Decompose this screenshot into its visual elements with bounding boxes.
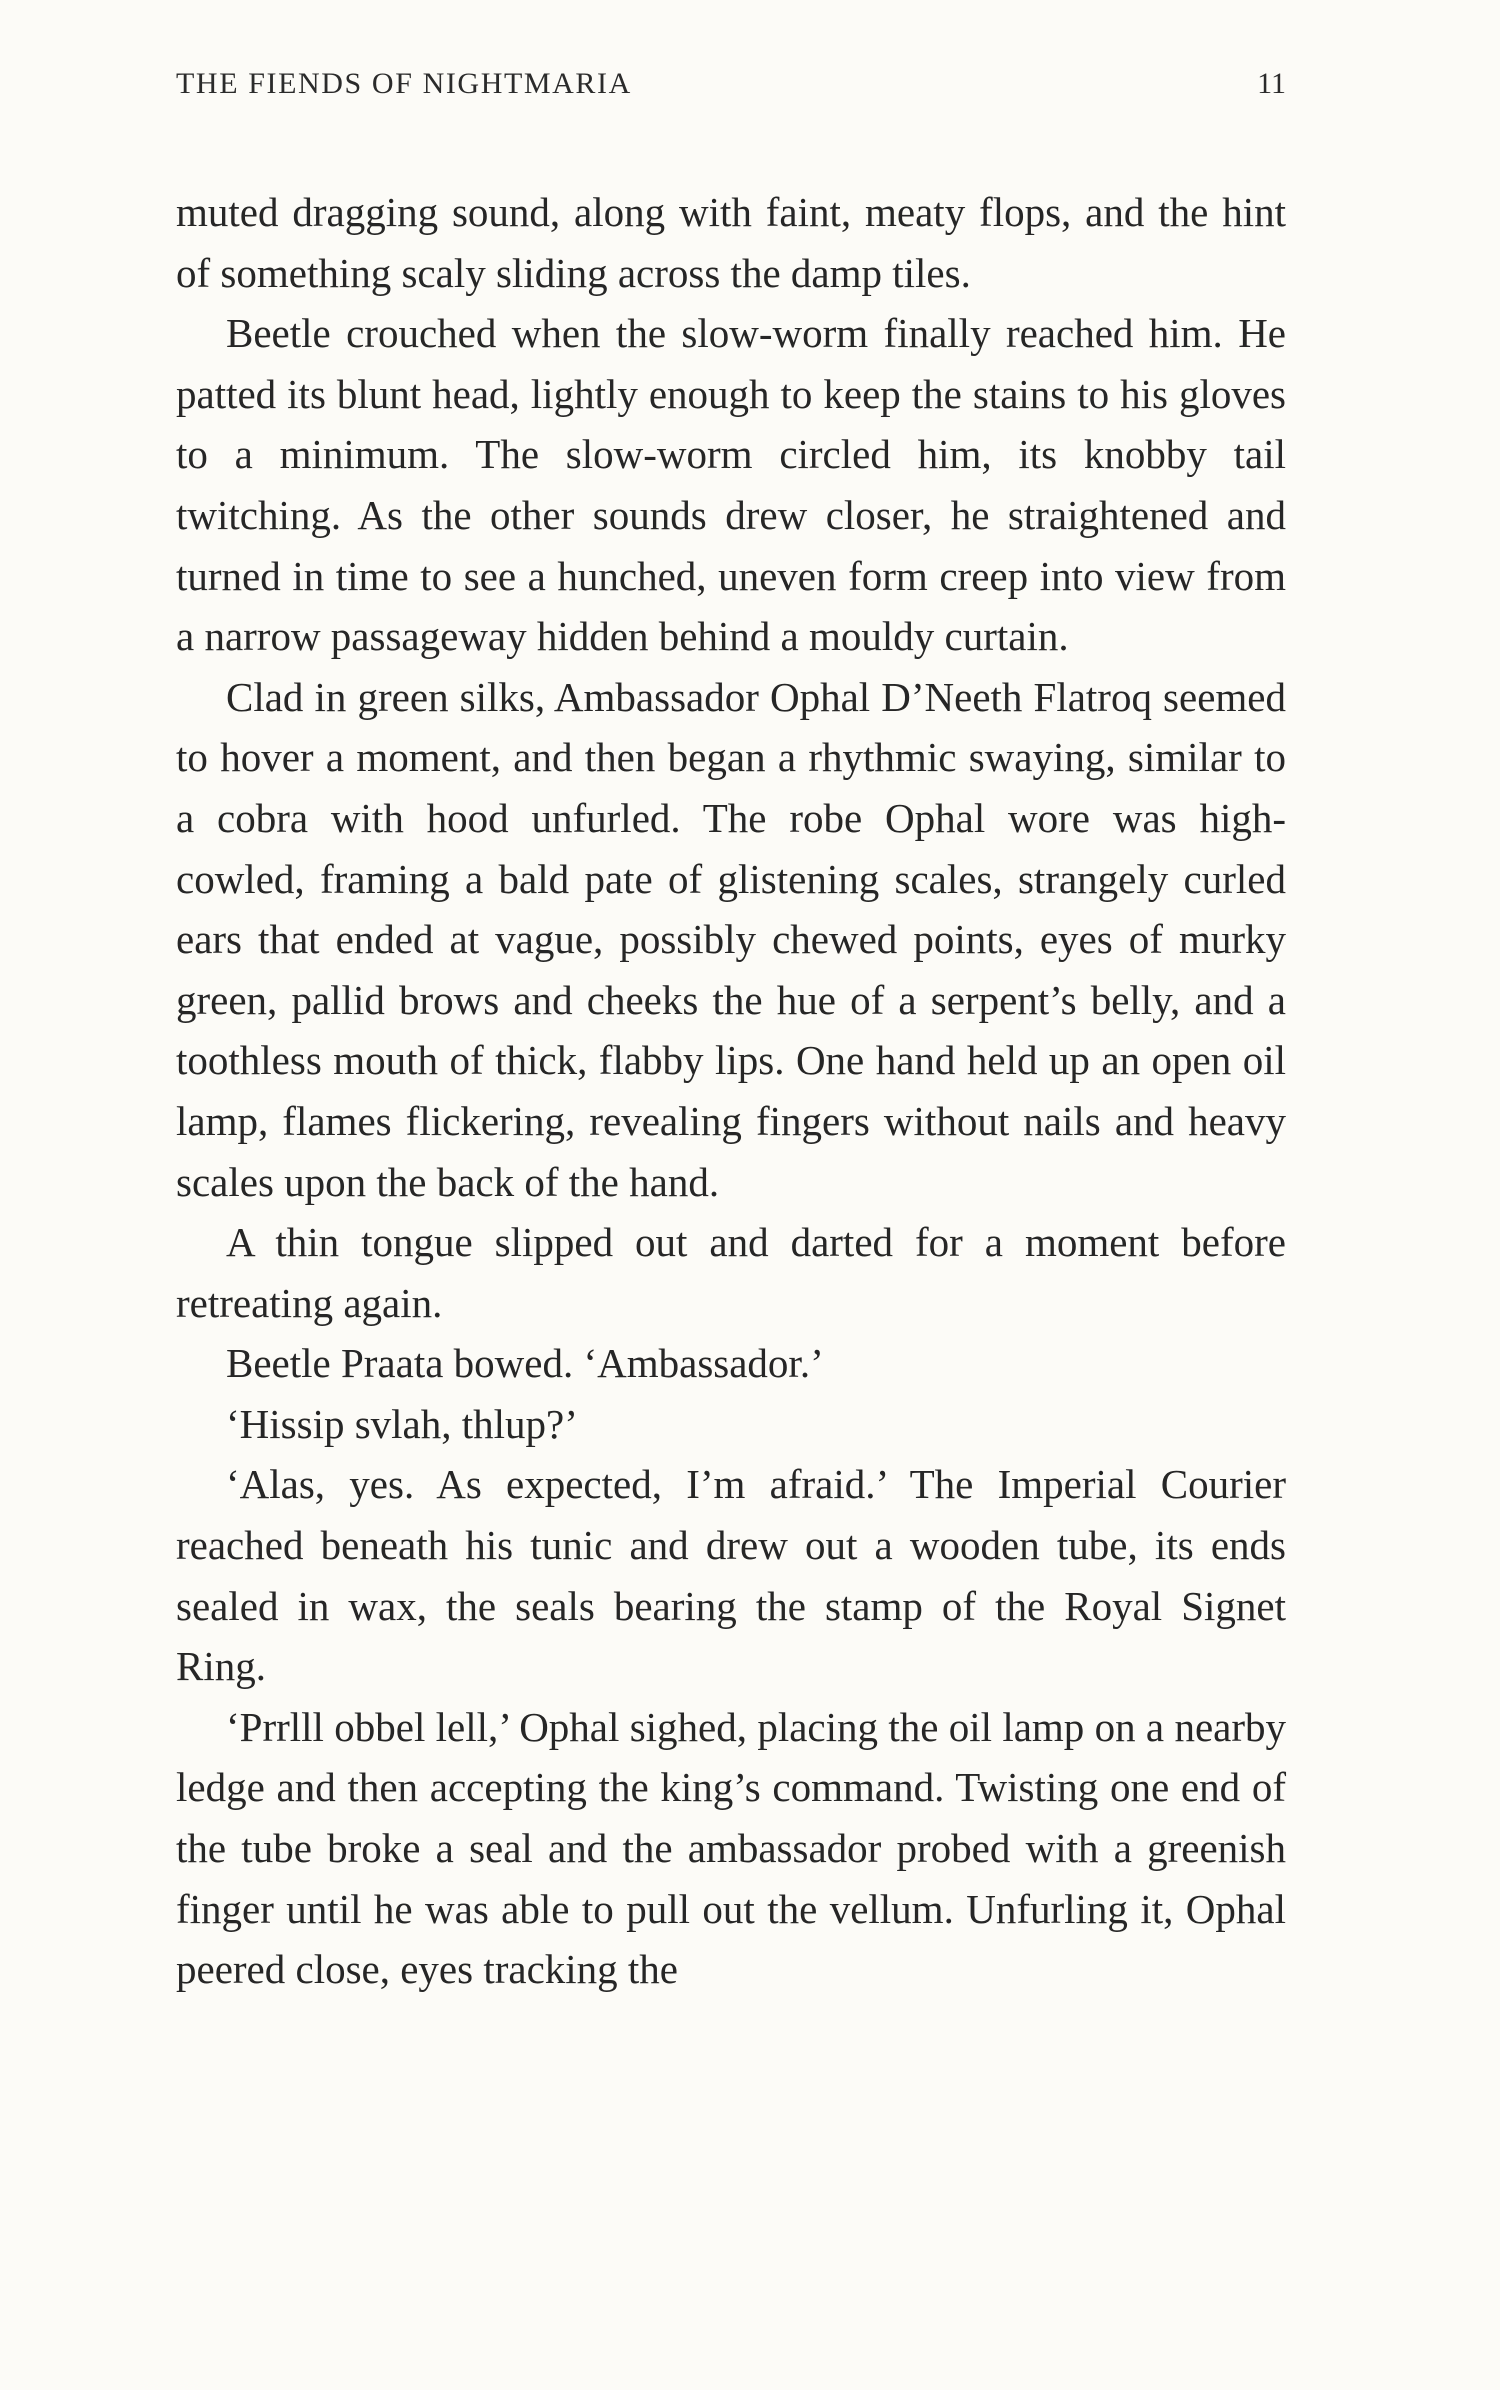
paragraph-1: muted dragging sound, along with faint, meaty flops, and the hint of something scaly sliding across the damp tiles.: [176, 189, 1286, 296]
paragraph-4: A thin tongue slipped out and darted for a moment before retreating again.: [176, 1219, 1286, 1326]
paragraph-6: ‘Hissip svlah, thlup?’: [226, 1400, 578, 1447]
paragraph-7: ‘Alas, yes. As expected, I’m afraid.’ The Imperial Courier reached beneath his tunic and drew out a wooden tube, its ends sealed in wax, the seals bearing the stamp of the Royal Signet Ring.: [176, 1461, 1286, 1690]
running-head: THE FIENDS OF NIGHTMARIA: [176, 67, 632, 100]
paragraph-8: ‘Prrlll obbel lell,’ Ophal sighed, placing the oil lamp on a nearby ledge and then accepting the king’s command. Twisting one end of the tube broke a seal and the ambassador probed with a greenish finger until he was able to pull out the vellum. Unfurling it, Ophal peered close, eyes tracking the: [176, 1703, 1286, 1993]
page-header: [176, 62, 1286, 106]
page-number: 11: [1257, 67, 1286, 100]
body-text: [176, 182, 1286, 2000]
paragraph-5: Beetle Praata bowed. ‘Ambassador.’: [226, 1340, 824, 1387]
paragraph-2: Beetle crouched when the slow-worm finally reached him. He patted its blunt head, lightly enough to keep the stains to his gloves to a minimum. The slow-worm circled him, its knobby tail twitching. As the other sounds drew closer, he straightened and turned in time to see a hunched, uneven form creep into view from a narrow passageway hidden behind a mouldy curtain.: [176, 310, 1286, 660]
paragraph-3: Clad in green silks, Ambassador Ophal D’Neeth Flatroq seemed to hover a moment, and then began a rhythmic swaying, similar to a cobra with hood unfurled. The robe Ophal wore was high-cowled, framing a bald pate of glistening scales, strangely curled ears that ended at vague, possibly chewed points, eyes of murky green, pallid brows and cheeks the hue of a serpent’s belly, and a toothless mouth of thick, flabby lips. One hand held up an open oil lamp, flames flickering, revealing fingers without nails and heavy scales upon the back of the hand.: [176, 673, 1286, 1205]
